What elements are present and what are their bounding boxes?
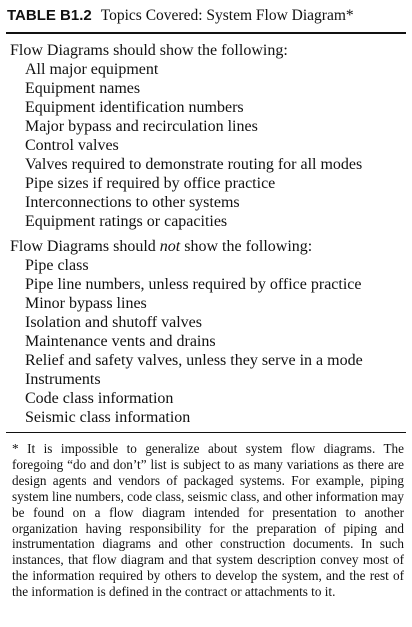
not-show-item-relief-valves: Relief and safety valves, unless they serve in a mode <box>25 352 363 369</box>
show-item-control-valves: Control valves <box>25 137 119 154</box>
show-item-equipment-ids: Equipment identification numbers <box>25 99 244 116</box>
show-section <box>6 41 406 231</box>
not-show-item-line-numbers: Pipe line numbers, unless required by office practice <box>25 276 362 293</box>
not-show-heading-start: Flow Diagrams should <box>10 238 160 255</box>
not-show-item-minor-bypass: Minor bypass lines <box>25 295 147 312</box>
show-item-interconnections: Interconnections to other systems <box>25 194 240 211</box>
show-item-bypass-lines: Major bypass and recirculation lines <box>25 118 258 135</box>
not-show-heading <box>6 237 406 256</box>
not-emphasis: not <box>159 238 181 255</box>
not-show-item-code-class: Code class information <box>25 390 174 407</box>
not-show-heading-end: show the following: <box>180 238 313 255</box>
show-list <box>6 60 406 231</box>
not-show-item-isolation-valves: Isolation and shutoff valves <box>25 314 203 331</box>
not-show-section <box>6 237 406 427</box>
footnote: * It is impossible to generalize about system flow diagrams. The foregoing “do and don’t” list is subject to as many variations as there are design agents and vendors of packaged systems. For example, piping system line numbers, code class, seismic class, and other information may be found on a flow diagram intended for presentation to another organization having responsibility for the preparation of piping and instrumentation diagrams and other construction documents. In such instances, that flow diagram and that system description convey most of the information required by others to develop the system, and the rest of the information is defined in the contract or attachments to it. <box>12 441 404 600</box>
table-title <box>6 6 406 26</box>
show-item-routing-valves: Valves required to demonstrate routing for all modes <box>25 156 363 173</box>
show-heading: Flow Diagrams should show the following: <box>10 42 288 59</box>
not-show-item-vents-drains: Maintenance vents and drains <box>25 333 216 350</box>
show-item-equipment-names: Equipment names <box>25 80 141 97</box>
not-show-list <box>6 256 406 427</box>
not-show-item-instruments: Instruments <box>25 371 101 388</box>
not-show-item-seismic-class: Seismic class information <box>25 409 191 426</box>
show-item-pipe-sizes: Pipe sizes if required by office practice <box>25 175 276 192</box>
top-rule <box>6 32 406 34</box>
not-show-item-pipe-class: Pipe class <box>25 257 89 274</box>
show-item-equipment: All major equipment <box>25 61 159 78</box>
table-label: TABLE B1.2 <box>7 7 92 24</box>
show-item-ratings: Equipment ratings or capacities <box>25 213 228 230</box>
table-title-text: Topics Covered: System Flow Diagram* <box>100 7 354 24</box>
footnote-rule <box>6 432 406 433</box>
